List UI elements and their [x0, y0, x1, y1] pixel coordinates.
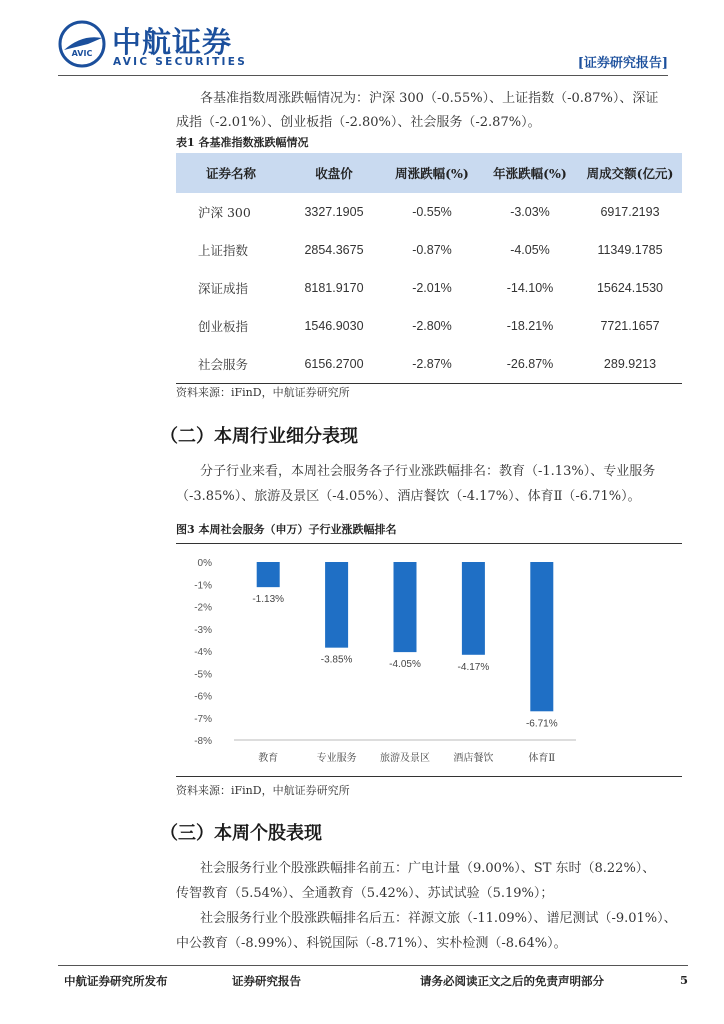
- page-header: [58, 18, 668, 76]
- section2-line-1: 分子行业来看，本周社会服务各子行业涨跌幅排名：教育（-1.13%）、专业服务: [200, 464, 656, 479]
- table-cell: 6156.2700: [286, 345, 382, 383]
- table-row: [176, 307, 682, 345]
- bar: [530, 562, 553, 711]
- x-category-label: 酒店餐饮: [453, 753, 494, 764]
- bar-value-label: -4.17%: [457, 661, 490, 673]
- logo-mark-text: AVIC: [71, 49, 93, 58]
- bar: [325, 562, 348, 648]
- bar: [462, 562, 485, 655]
- section2-line-2: （-3.85%）、旅游及景区（-4.05%）、酒店餐饮（-4.17%）、体育Ⅱ（-6.71%）。: [176, 489, 641, 504]
- x-category-label: 体育Ⅱ: [528, 753, 556, 764]
- table-cell: -2.80%: [412, 319, 452, 333]
- table-cell: 3327.1905: [304, 205, 364, 219]
- chart-caption: 图3 本周社会服务（申万）子行业涨跌幅排名: [176, 523, 397, 536]
- bottom5-line-2: 中公教育（-8.99%）、科锐国际（-8.71%）、实朴检测（-8.64%）。: [176, 936, 567, 951]
- table-header-cell: 周涨跌幅(%): [382, 153, 482, 193]
- avic-logo-icon: [58, 20, 106, 68]
- table-cell: 2854.3675: [304, 243, 364, 257]
- y-tick-label: -6%: [194, 691, 212, 703]
- intro-line-2: 成指（-2.01%）、创业板指（-2.80%）、社会服务（-2.87%）。: [176, 115, 541, 130]
- bottom5-line-1: 社会服务行业个股涨跌幅排名后五：祥源文旅（-11.09%）、谱尼测试（-9.01%）、: [200, 911, 677, 926]
- table-cell: -3.03%: [510, 205, 550, 219]
- table-cell: -0.55%: [412, 205, 452, 219]
- table-cell: 15624.1530: [596, 281, 664, 295]
- logo-chinese-name: 中航证券: [112, 25, 233, 59]
- chart-source-note: 资料来源：iFinD，中航证券研究所: [176, 784, 350, 797]
- subindustry-bar-chart: [176, 543, 682, 777]
- y-tick-label: -2%: [194, 602, 212, 614]
- top5-line-1: 社会服务行业个股涨跌幅排名前五：广电计量（9.00%）、ST 东时（8.22%）、: [200, 861, 656, 876]
- y-tick-label: -4%: [194, 647, 212, 658]
- table-cell: 上证指数: [198, 243, 249, 258]
- table-cell: -0.87%: [412, 243, 452, 257]
- table-cell: -4.05%: [510, 243, 550, 257]
- footer-divider: [58, 965, 688, 966]
- table-cell: 1546.9030: [304, 319, 364, 333]
- header-divider: [58, 75, 668, 76]
- bar: [257, 562, 280, 587]
- footer-publisher: 中航证券研究所发布: [64, 974, 168, 988]
- bar-value-label: -1.13%: [252, 594, 285, 606]
- bar-value-label: -4.05%: [389, 659, 421, 671]
- table-header-cell: 证券名称: [176, 153, 286, 193]
- table-caption: 表1 各基准指数涨跌幅情况: [176, 136, 309, 149]
- bar-value-label: -3.85%: [320, 654, 353, 666]
- table-row: [176, 269, 682, 307]
- y-tick-label: -1%: [194, 580, 212, 592]
- y-tick-label: -5%: [194, 669, 212, 681]
- bar-value-label: -6.71%: [525, 718, 558, 730]
- table-row: [176, 231, 682, 269]
- page-number: 5: [680, 973, 689, 987]
- section-title-industry: （二）本周行业细分表现: [160, 426, 358, 447]
- company-logo: [58, 18, 258, 72]
- y-tick-label: 0%: [197, 558, 212, 569]
- table-cell: -18.21%: [506, 319, 554, 333]
- table-header-cell: 年涨跌幅(%): [482, 153, 578, 193]
- table-header-cell: 收盘价: [286, 153, 382, 193]
- section-title-stocks: （三）本周个股表现: [160, 823, 322, 844]
- footer-disclaimer: 请务必阅读正文之后的免责声明部分: [420, 974, 604, 988]
- table-cell: -2.87%: [382, 345, 482, 383]
- index-performance-table: [176, 153, 682, 384]
- table-cell: 社会服务: [176, 345, 286, 383]
- table-cell: 7721.1657: [600, 319, 660, 333]
- x-category-label: 旅游及景区: [380, 753, 430, 764]
- x-category-label: 专业服务: [316, 753, 357, 764]
- table-row: [176, 193, 682, 231]
- table-cell: -26.87%: [482, 345, 578, 383]
- top5-line-2: 传智教育（5.54%）、全通教育（5.42%）、苏试试验（5.19%）；: [176, 886, 554, 901]
- x-category-label: 教育: [258, 753, 279, 764]
- table-header-row: [176, 153, 682, 193]
- table-cell: 深证成指: [198, 281, 249, 296]
- logo-english-name: AVIC SECURITIES: [113, 56, 248, 68]
- table-cell: -14.10%: [506, 281, 554, 295]
- table-cell: 创业板指: [198, 319, 249, 334]
- table-cell: 8181.9170: [304, 281, 364, 295]
- table-cell: 289.9213: [578, 345, 682, 383]
- intro-line-1: 各基准指数周涨跌幅情况为：沪深 300（-0.55%）、上证指数（-0.87%）、深证: [200, 91, 659, 106]
- table-source-note: 资料来源：iFinD，中航证券研究所: [176, 386, 350, 399]
- y-tick-label: -8%: [194, 736, 212, 747]
- footer-report-type: 证券研究报告: [232, 974, 301, 988]
- y-tick-label: -7%: [194, 713, 212, 725]
- table-cell: 沪深 300: [198, 205, 251, 220]
- table-cell: 6917.2193: [600, 205, 660, 219]
- report-type-tag: [证券研究报告]: [577, 56, 668, 71]
- table-cell: -2.01%: [412, 281, 452, 295]
- y-tick-label: -3%: [194, 624, 212, 636]
- bar: [394, 562, 417, 652]
- table-header-cell: 周成交额(亿元): [578, 153, 682, 193]
- table-cell: 11349.1785: [597, 243, 663, 257]
- table-row: [176, 345, 682, 383]
